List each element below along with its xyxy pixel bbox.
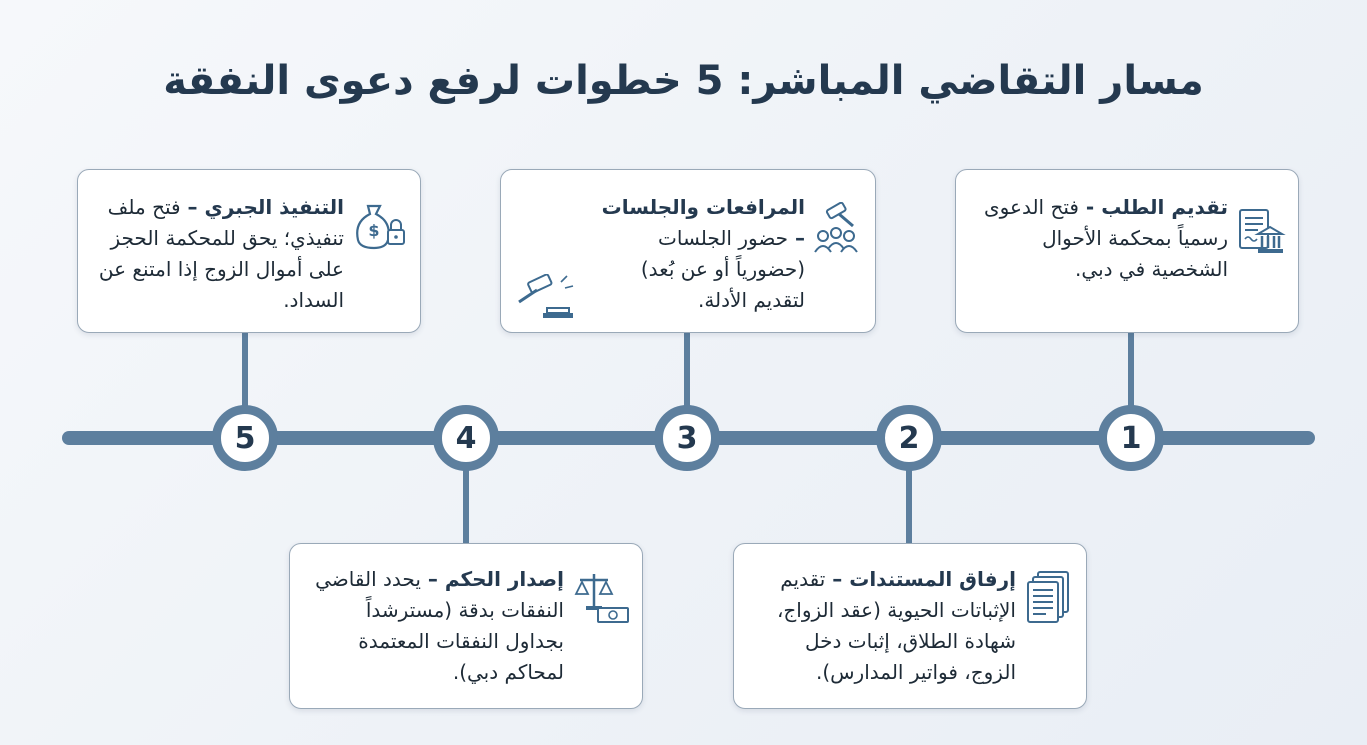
scales-money-icon <box>574 568 630 624</box>
step-2-text: تقديم الإثباتات الحيوية (عقد الزواج، شهادة الطلاق، إثبات دخل الزوج، فواتير المدارس). <box>776 567 1016 684</box>
step-2-node: 2 <box>876 405 942 471</box>
documents-stack-icon <box>1024 570 1072 624</box>
gavel-people-icon <box>809 202 863 256</box>
gavel-icon <box>515 274 577 322</box>
step-5-text: فتح ملف تنفيذي؛ يحق للمحكمة الحجز على أموال الزوج إذا امتنع عن السداد. <box>98 195 344 312</box>
step-5-heading: التنفيذ الجبري – <box>180 195 344 219</box>
step-4-text: يحدد القاضي النفقات بدقة (مسترشداً بجداول النفقات المعتمدة لمحاكم دبي). <box>315 567 564 684</box>
step-1-heading: تقديم الطلب - <box>1078 195 1228 219</box>
page-title: مسار التقاضي المباشر: 5 خطوات لرفع دعوى النفقة <box>163 58 1204 104</box>
step-1-text: فتح الدعوى رسمياً بمحكمة الأحوال الشخصية في دبي. <box>984 195 1228 281</box>
svg-text:$: $ <box>368 221 380 240</box>
step-3-heading: المرافعات والجلسات – <box>601 195 805 250</box>
step-3-node: 3 <box>654 405 720 471</box>
step-2-heading: إرفاق المستندات – <box>825 567 1016 591</box>
step-4-heading: إصدار الحكم – <box>420 567 564 591</box>
court-document-icon <box>1234 206 1286 258</box>
step-3-card <box>500 169 876 333</box>
step-2-card <box>733 543 1087 709</box>
step-5-card <box>77 169 421 333</box>
step-3-text: حضور الجلسات (حضورياً أو عن بُعد) لتقديم الأدلة. <box>640 226 805 312</box>
step-1-card <box>955 169 1299 333</box>
step-4-card <box>289 543 643 709</box>
step-1-node: 1 <box>1098 405 1164 471</box>
step-4-node: 4 <box>433 405 499 471</box>
money-bag-lock-icon <box>350 194 410 254</box>
step-5-node: 5 <box>212 405 278 471</box>
